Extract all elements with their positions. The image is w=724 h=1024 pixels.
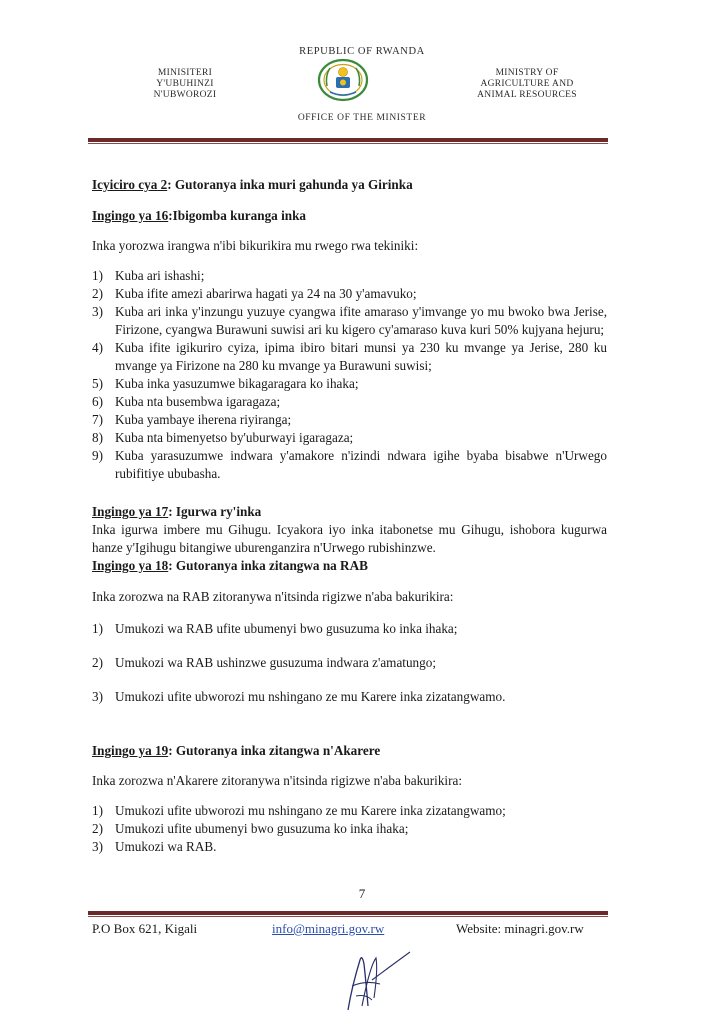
- header-divider: [88, 138, 608, 144]
- list-item-number: 3): [92, 304, 103, 319]
- article-18-list: [92, 620, 607, 706]
- list-item: [92, 802, 607, 820]
- list-item-text: Kuba inka yasuzumwe bikagaragara ko ihaka;: [115, 376, 359, 391]
- article-16-title: :Ibigomba kuranga inka: [168, 208, 306, 223]
- list-item-text: Kuba ifite igikuriro cyiza, ipima ibiro bitari munsi ya 230 ku mvange ya Jerise, 280 ku mvange ya Firizone na 280 ku mvange ya Burawuni suwisi;: [115, 340, 607, 373]
- list-item-text: Kuba ifite amezi abarirwa hagati ya 24 na 30 y'amavuko;: [115, 286, 417, 301]
- header-right-line: MINISTRY OF: [495, 68, 559, 78]
- list-item: [92, 375, 607, 393]
- list-item-text: Kuba yarasuzumwe indwara y'amakore n'izindi ndwara igihe byaba bisabwe n'Urwego rubifitiye ububasha.: [115, 448, 607, 481]
- article-19-label: Ingingo ya 19: [92, 743, 169, 758]
- list-item: [92, 838, 607, 856]
- list-item-number: 2): [92, 286, 103, 301]
- list-item-text: Umukozi ufite ubworozi mu nshingano ze mu Karere inka zizatangwamo;: [115, 803, 506, 818]
- article-17-body: Inka igurwa imbere mu Gihugu. Icyakora iyo inka itabonetse mu Gihugu, ishobora kugurwa hanze y'Igihugu bitangiwe uburenganzira n'Urwego rubishinzwe.: [92, 522, 607, 555]
- list-item: [92, 285, 607, 303]
- list-item-text: Kuba yambaye iherena riyiranga;: [115, 412, 292, 427]
- list-item-number: 5): [92, 376, 103, 391]
- list-item-text: Kuba nta bimenyetso by'uburwayi igaragaza;: [115, 430, 354, 445]
- list-item: [92, 620, 607, 638]
- section-label: Icyiciro cya 2: [92, 177, 168, 192]
- header-left-block: [110, 68, 260, 101]
- section-heading: [92, 176, 607, 194]
- list-item-number: 2): [92, 655, 103, 670]
- list-item-number: 8): [92, 430, 103, 445]
- list-item-text: Kuba ari ishashi;: [115, 268, 205, 283]
- footer-divider: [88, 911, 608, 917]
- header-left-line: N'UBWOROZI: [153, 90, 217, 100]
- article-18-title: : Gutoranya inka zitangwa na RAB: [168, 558, 368, 573]
- list-item-text: Umukozi wa RAB.: [115, 839, 217, 854]
- article-16-list: [92, 267, 607, 483]
- article-18-heading: [92, 557, 607, 575]
- header-left-line: Y'UBUHINZI: [156, 79, 214, 89]
- footer-email-link[interactable]: info@minagri.gov.rw: [272, 921, 385, 936]
- article-18-label: Ingingo ya 18: [92, 558, 169, 573]
- header-left-line: MINISITERI: [157, 68, 213, 78]
- list-item-number: 6): [92, 394, 103, 409]
- list-item: [92, 303, 607, 339]
- article-17-title: : Igurwa ry'inka: [168, 504, 262, 519]
- handwritten-signature-icon: [326, 946, 416, 1016]
- list-item: [92, 393, 607, 411]
- header-right-line: ANIMAL RESOURCES: [477, 90, 577, 100]
- section-title: : Gutoranya inka muri gahunda ya Girinka: [167, 177, 413, 192]
- document-body: [92, 176, 607, 856]
- article-17-heading: [92, 503, 607, 521]
- header-right-line: AGRICULTURE AND: [480, 79, 574, 89]
- divider-thin: [88, 143, 608, 144]
- header-office: OFFICE OF THE MINISTER: [297, 113, 427, 123]
- list-item: [92, 411, 607, 429]
- article-19-title: : Gutoranya inka zitangwa n'Akarere: [168, 743, 381, 758]
- list-item-number: 4): [92, 340, 103, 355]
- header-republic: REPUBLIC OF RWANDA: [299, 46, 425, 57]
- list-item: [92, 688, 607, 706]
- footer-address: P.O Box 621, Kigali: [92, 921, 198, 936]
- list-item-number: 9): [92, 448, 103, 463]
- article-16-intro: Inka yorozwa irangwa n'ibi bikurikira mu rwego rwa tekiniki:: [92, 238, 419, 253]
- list-item-text: Umukozi wa RAB ushinzwe gusuzuma indwara z'amatungo;: [115, 655, 437, 670]
- article-17-label: Ingingo ya 17: [92, 504, 169, 519]
- list-item-number: 3): [92, 839, 103, 854]
- header-right-block: [442, 68, 612, 101]
- list-item-number: 2): [92, 821, 103, 836]
- list-item: [92, 820, 607, 838]
- article-18-intro: Inka zorozwa na RAB zitoranywa n'itsinda rigizwe n'aba bakurikira:: [92, 589, 454, 604]
- page-number: 7: [358, 886, 366, 901]
- list-item-text: Kuba nta busembwa igaragaza;: [115, 394, 281, 409]
- list-item-number: 3): [92, 689, 103, 704]
- list-item: [92, 339, 607, 375]
- list-item-text: Kuba ari inka y'inzungu yuzuye cyangwa ifite amaraso y'imvange yo mu bwoko bwa Jerise, Firizone, cyangwa Burawuni suwisi ari ku kigero cy'amaraso kuva kuri 50% kujyana hejuru;: [115, 304, 607, 337]
- list-item-text: Umukozi wa RAB ufite ubumenyi bwo gusuzuma ko inka ihaka;: [115, 621, 458, 636]
- rwanda-coat-of-arms-icon: [316, 58, 370, 102]
- list-item: [92, 429, 607, 447]
- divider-thick: [88, 911, 608, 915]
- list-item: [92, 654, 607, 672]
- list-item: [92, 447, 607, 483]
- article-16-heading: [92, 207, 607, 225]
- divider-thin: [88, 916, 608, 917]
- list-item-number: 7): [92, 412, 103, 427]
- divider-thick: [88, 138, 608, 142]
- article-16-label: Ingingo ya 16: [92, 208, 169, 223]
- list-item-number: 1): [92, 268, 103, 283]
- list-item-number: 1): [92, 621, 103, 636]
- list-item: [92, 267, 607, 285]
- list-item-text: Umukozi ufite ubumenyi bwo gusuzuma ko inka ihaka;: [115, 821, 409, 836]
- article-19-heading: [92, 742, 607, 760]
- list-item-number: 1): [92, 803, 103, 818]
- list-item-text: Umukozi ufite ubworozi mu nshingano ze mu Karere inka zizatangwamo.: [115, 689, 506, 704]
- footer-website: Website: minagri.gov.rw: [456, 921, 584, 936]
- article-19-intro: Inka zorozwa n'Akarere zitoranywa n'itsinda rigizwe n'aba bakurikira:: [92, 773, 462, 788]
- article-19-list: [92, 802, 607, 856]
